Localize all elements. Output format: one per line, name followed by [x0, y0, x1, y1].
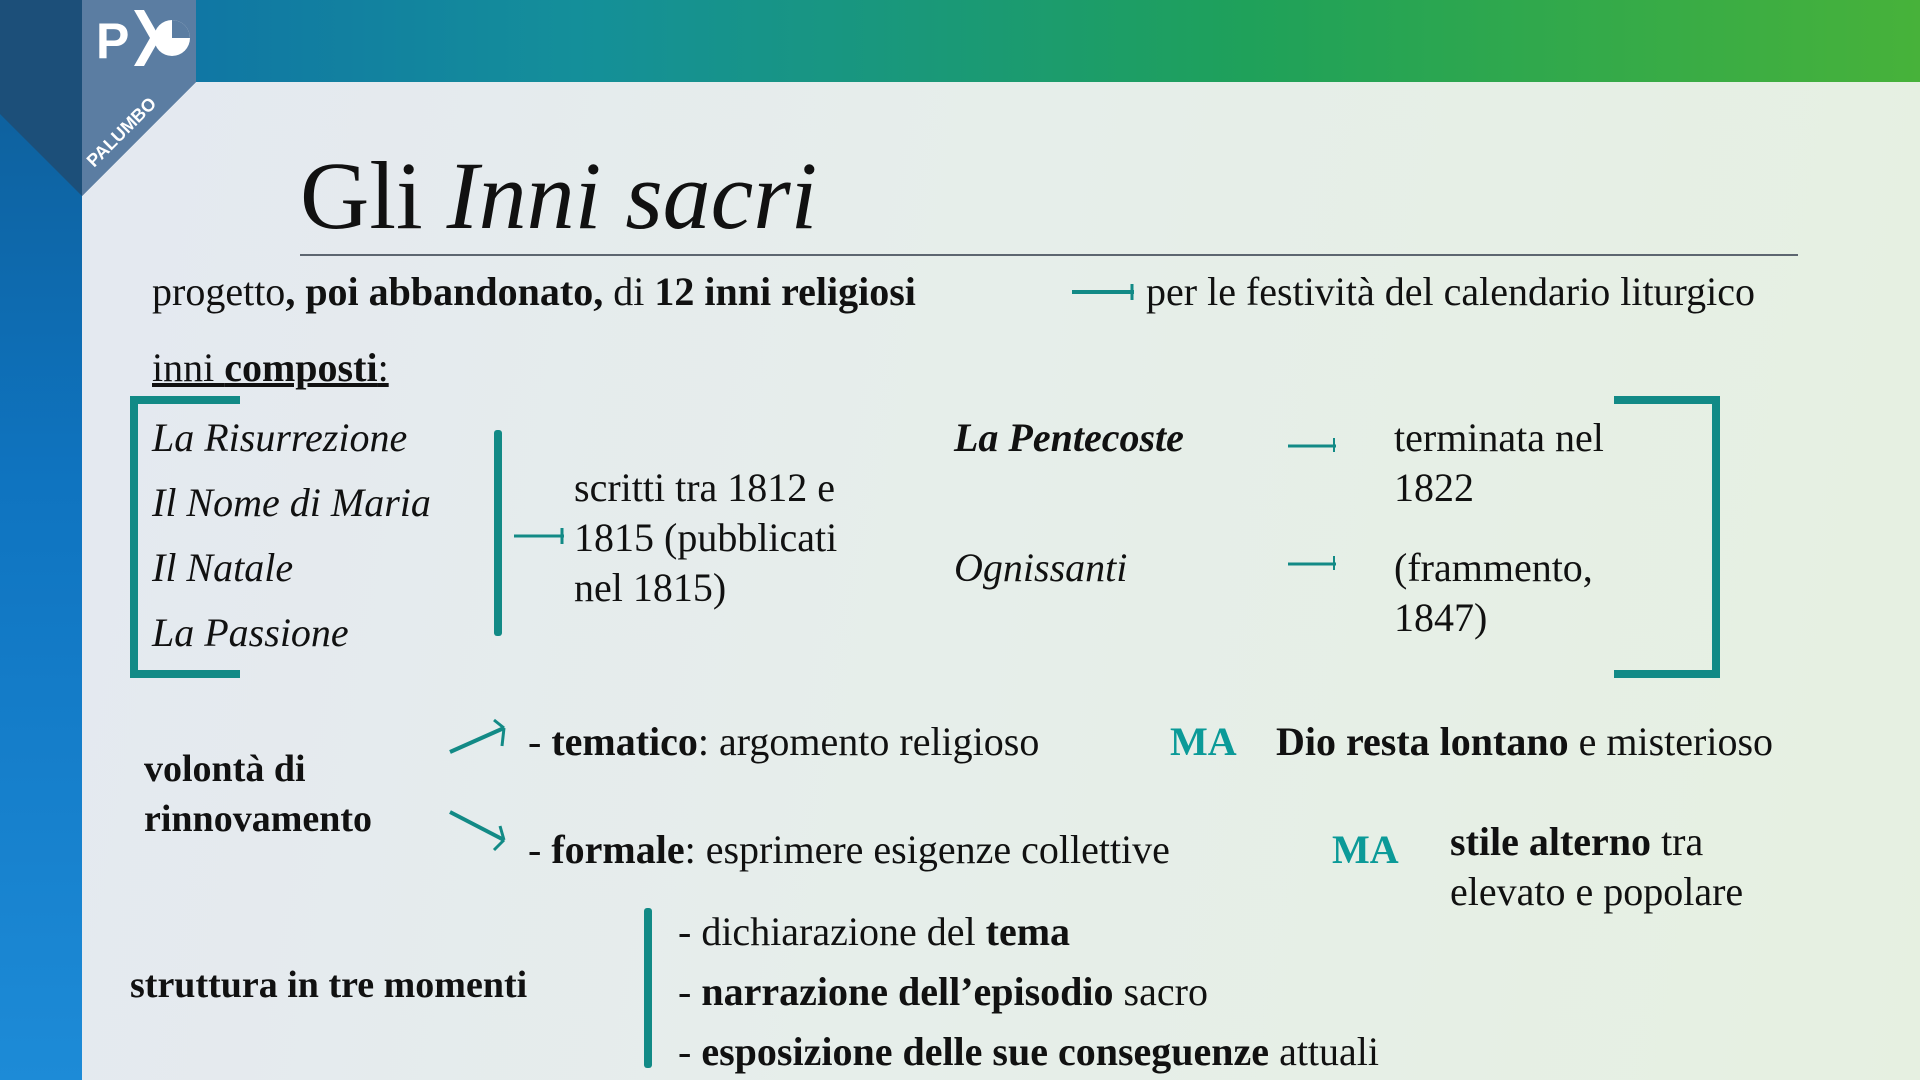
dash: - — [528, 827, 552, 872]
thematic-rest: : argomento religioso — [697, 719, 1040, 764]
renewal-thematic — [528, 719, 1040, 764]
written-line: scritti tra 1812 e — [574, 465, 836, 510]
dash: - — [528, 719, 552, 764]
step-rest: sacro — [1113, 969, 1208, 1014]
style-bold: stile alterno — [1450, 819, 1652, 864]
renewal-god — [1276, 719, 1774, 764]
renewal-arrow-down — [446, 806, 508, 856]
step-rest: attuali — [1269, 1029, 1380, 1074]
ma-label: MA — [1332, 827, 1399, 872]
structure-brace — [644, 908, 652, 1068]
hymns-bracket-bottom — [130, 670, 240, 678]
step-pre: - dichiarazione del — [678, 909, 986, 954]
formal-bold: formale — [551, 827, 685, 872]
composed-pre: inni — [152, 345, 225, 390]
pentecoste-arrow — [1286, 432, 1338, 456]
later-hymn-name: Ognissanti — [954, 545, 1128, 590]
later-bracket-top — [1614, 396, 1720, 404]
title-plain: Gli — [300, 142, 447, 249]
project-word: progetto — [152, 269, 286, 314]
project-arrow — [1070, 280, 1136, 304]
renewal-label: rinnovamento — [144, 798, 372, 840]
hymn-item: Il Natale — [152, 545, 294, 590]
written-line: 1815 (pubblicati — [574, 515, 838, 560]
svg-text:P: P — [96, 13, 130, 69]
hymn-item: La Passione — [152, 610, 349, 655]
brand-text: PALUMBO — [82, 93, 161, 171]
title-italic: Inni sacri — [446, 142, 818, 249]
step-bold: tema — [985, 909, 1071, 954]
project-of: di — [603, 269, 655, 314]
renewal-arrow-up — [446, 716, 508, 756]
ognissanti-arrow — [1286, 552, 1338, 576]
later-bracket-bottom — [1614, 670, 1720, 678]
later-hymn-name: La Pentecoste — [954, 415, 1184, 460]
project-count: 12 inni religiosi — [654, 269, 916, 314]
composed-heading — [152, 345, 389, 390]
ma-label: MA — [1170, 719, 1237, 764]
hymn-item: La Risurrezione — [152, 415, 408, 460]
structure-step — [678, 969, 1208, 1014]
renewal-style-line2: elevato e popolare — [1450, 869, 1744, 914]
step-pre: - — [678, 969, 702, 1014]
formal-rest: : esprimere esigenze collettive — [684, 827, 1170, 872]
project-abandoned: , poi abbandonato, — [285, 269, 604, 314]
composed-colon: : — [377, 345, 389, 390]
title-underline — [300, 254, 1798, 256]
god-rest: e misterioso — [1568, 719, 1774, 764]
renewal-formal — [528, 827, 1170, 872]
project-purpose: per le festività del calendario liturgico — [1146, 269, 1756, 314]
renewal-label: volontà di — [144, 748, 306, 790]
written-brace — [494, 430, 502, 636]
palumbo-logo — [0, 0, 200, 200]
step-bold: narrazione dell’episodio — [701, 969, 1114, 1014]
structure-step — [678, 1029, 1380, 1074]
renewal-style — [1450, 819, 1704, 864]
step-pre: - — [678, 1029, 702, 1074]
header-gradient-bar — [0, 0, 1920, 82]
later-bracket-vertical — [1712, 396, 1720, 678]
hymn-item: Il Nome di Maria — [152, 480, 431, 525]
hymns-bracket-top — [130, 396, 240, 404]
slide-title — [300, 142, 818, 249]
later-note: terminata nel — [1394, 415, 1604, 460]
style-rest: tra — [1651, 819, 1704, 864]
written-line: nel 1815) — [574, 565, 727, 610]
project-line — [152, 269, 916, 314]
later-note: 1847) — [1394, 595, 1488, 640]
thematic-bold: tematico — [551, 719, 698, 764]
god-bold: Dio resta lontano — [1276, 719, 1569, 764]
structure-step — [678, 909, 1071, 954]
written-arrow — [512, 524, 566, 548]
structure-label: struttura in tre momenti — [130, 964, 528, 1006]
later-note: 1822 — [1394, 465, 1474, 510]
hymns-bracket-vertical — [130, 398, 138, 672]
later-note: (frammento, — [1394, 545, 1593, 590]
step-bold: esposizione delle sue conseguenze — [701, 1029, 1270, 1074]
composed-bold: composti — [224, 345, 378, 390]
